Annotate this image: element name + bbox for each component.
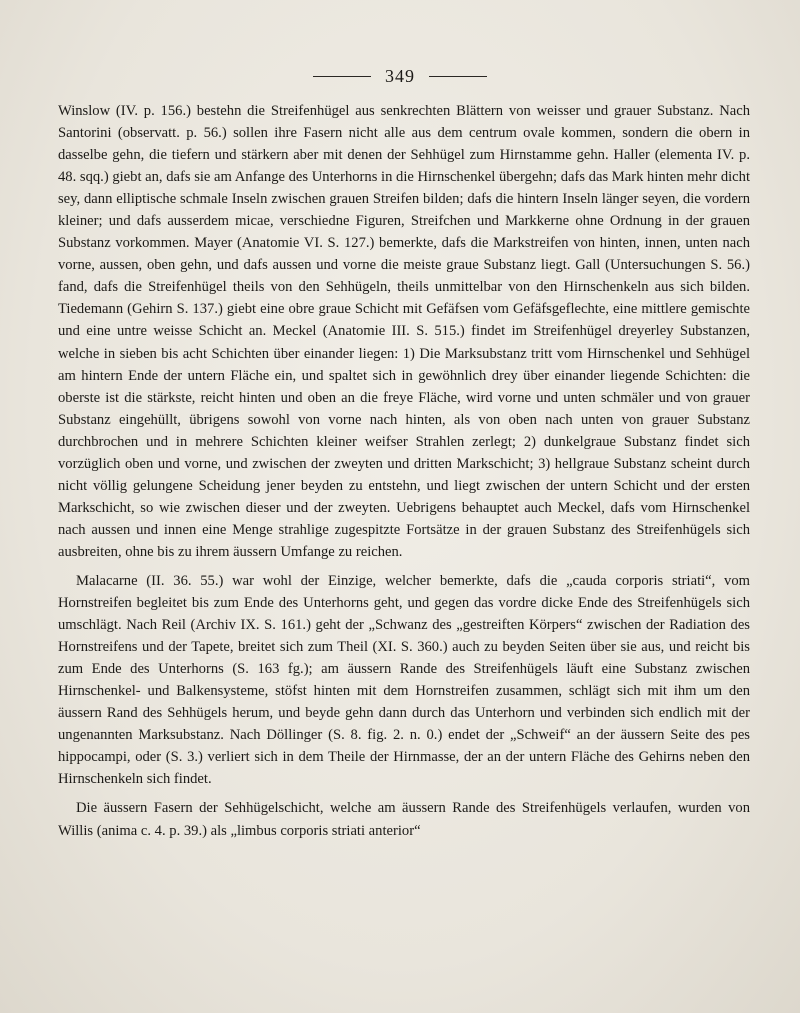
header-rule-left: [313, 76, 371, 77]
paragraph-2: Malacarne (II. 36. 55.) war wohl der Einzige, welcher bemerkte, dafs die „cauda corporis striati“, vom Hornstreifen begleitet bis zum Ende des Unterhorns geht, und gegen das vordre dicke Ende des Streifenhügels sich umschlägt. Nach Reil (Archiv IX. S. 161.) geht der „Schwanz des „gestreiften Körpers“ zwischen der Radiation des Hornstreifens und der Tapete, breitet sich zum Theil (XI. S. 360.) auch zu beyden Seiten über sie aus, und reicht bis zum Ende des Unterhorns (S. 163 fg.); am äussern Rande des Streifenhügels läuft eine Substanz zwischen Hirnschenkel- und Balkensysteme, stöfst hinten mit dem Hornstreifen zusammen, schlägt sich mit ihm um den äussern Rand des Sehhügels herum, und beyde gehn dann durch das Unterhorn und verbinden sich endlich mit der ungenannten Marksubstanz. Nach Döllinger (S. 8. fig. 2. n. 0.) endet der „Schweif“ an der äussern Seite des pes hippocampi, oder (S. 3.) verliert sich in dem Theile der Hirnmasse, der an der untern Fläche des Gehirns neben den Hirnschenkeln sich findet.: [58, 572, 750, 788]
page-header: [0, 66, 800, 87]
paragraph-3: Die äussern Fasern der Sehhügelschicht, welche am äussern Rande des Streifenhügels verlaufen, wurden von Willis (anima c. 4. p. 39.) als „limbus corporis striati anterior“: [58, 800, 750, 839]
page-body: [58, 100, 750, 842]
paragraph-1: Winslow (IV. p. 156.) bestehn die Streifenhügel aus senkrechten Blättern von weisser und grauer Substanz. Nach Santorini (observatt. p. 56.) sollen ihre Fasern nicht alle aus dem centrum ovale kommen, sondern die obern in dasselbe gehn, die tiefern und stärkern aber mit denen der Sehhügel zum Hirnstamme gehn. Haller (elementa IV. p. 48. sqq.) giebt an, dafs sie am Anfange des Unterhorns in die Hirnschenkel übergehn; dafs das Mark hinten mehr dicht sey, dann elliptische schmale Inseln zwischen grauen Streifen bilden; dafs die hintern Inseln länger seyen, die vordern kleiner; und dafs ausserdem micae, verschiedne Figuren, Streifchen und Markkerne ohne Ordnung in der grauen Substanz vorkommen. Mayer (Anatomie VI. S. 127.) bemerkte, dafs die Markstreifen von hinten, innen, unten nach vorne, aussen, oben gehn, und dafs aussen und vorne die meiste graue Substanz liegt. Gall (Untersuchungen S. 56.) fand, dafs die Streifenhügel theils von den Sehhügeln, theils unmittelbar von den Hirnschenkeln aus sich bilden. Tiedemann (Gehirn S. 137.) giebt eine obre graue Schicht mit Gefäfsen vom Gefäfsgeflechte, eine mittlere gemischte und eine untre weisse Schicht an. Meckel (Anatomie III. S. 515.) findet im Streifenhügel dreyerley Substanzen, welche in sieben bis acht Schichten über einander liegen: 1) Die Marksubstanz tritt vom Hirnschenkel und Sehhügel am hintern Ende der untern Fläche ein, und spaltet sich in gewöhnlich drey über einander liegende Schichten: die oberste ist die stärkste, reicht hinten und oben an die freye Fläche, wird vorne und unten schmäler und von grauer Substanz eingehüllt, übrigens sowohl von vorne nach hinten, als von oben nach unten von grauer Substanz durchbrochen und in mehrere Schichten kleiner weifser Strahlen zerlegt; 2) dunkelgraue Substanz findet sich vorzüglich oben und vorne, und zwischen der zweyten und dritten Markschicht; 3) hellgraue Substanz scheint durch nicht völlig gelungene Scheidung jener beyden zu entstehn, und liegt zwischen der untern Schicht und der ersten Markschicht, so wie zwischen dieser und der zweyten. Uebrigens behauptet auch Meckel, dafs vom Hirnschenkel nach aussen und innen eine Menge strahlige zugespitzte Fortsätze in der grauen Substanz des Streifenhügels sich ausbreiten, ohne bis zu ihrem äussern Umfange zu reichen.: [58, 103, 750, 560]
header-rule-right: [429, 76, 487, 77]
page-number: 349: [385, 66, 415, 86]
